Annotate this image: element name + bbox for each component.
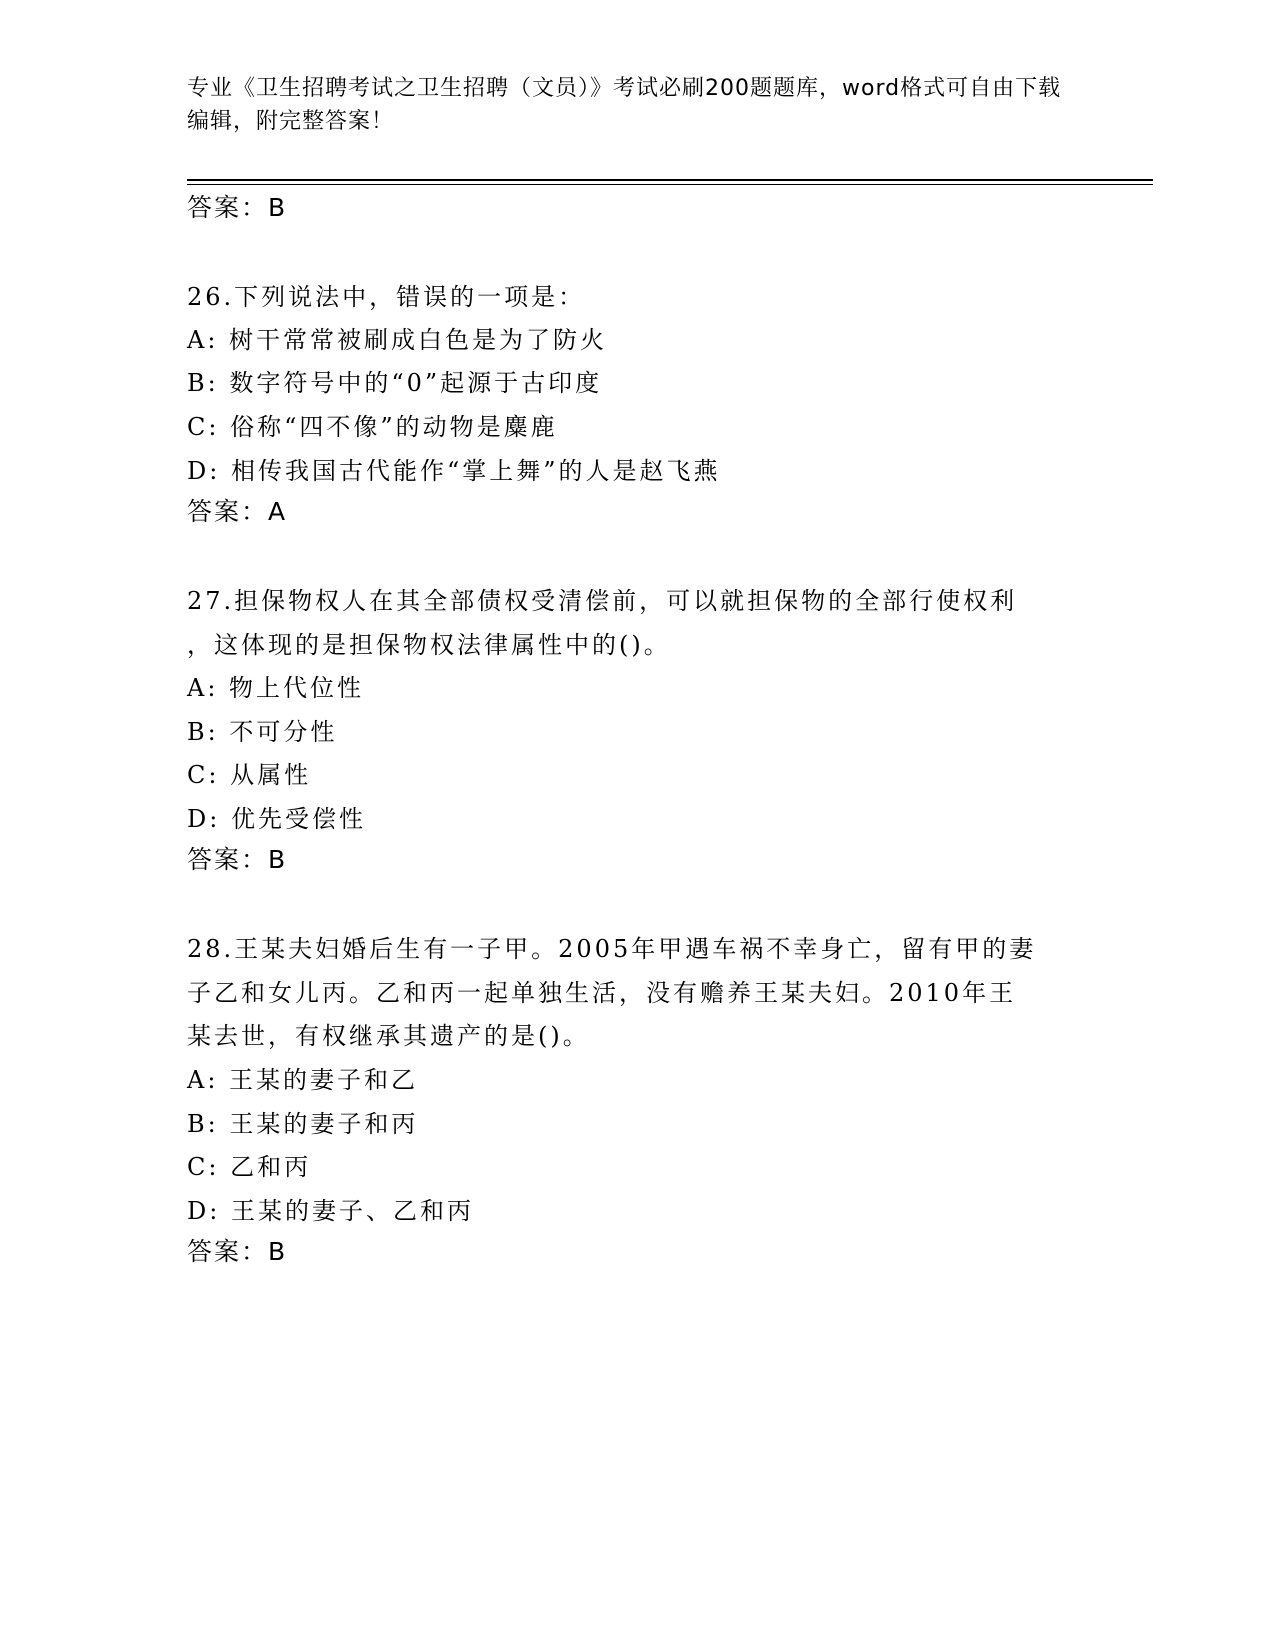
question-28-option-a: A: 王某的妻子和乙 — [187, 1066, 419, 1094]
question-27-stem-line-2: ，这体现的是担保物权法律属性中的()。 — [187, 631, 671, 659]
question-28-stem-line-3: 某去世，有权继承其遗产的是()。 — [187, 1022, 590, 1050]
header-divider-thick — [187, 179, 1153, 181]
question-26-option-c: C: 俗称“四不像”的动物是麋鹿 — [187, 413, 558, 441]
previous-question-answer: 答案：B — [187, 193, 288, 222]
question-26-option-b: B: 数字符号中的“0”起源于古印度 — [187, 369, 603, 397]
question-28-stem-line-1: 28.王某夫妇婚后生有一子甲。2005年甲遇车祸不幸身亡，留有甲的妻 — [187, 935, 1037, 963]
question-27-option-d: D: 优先受偿性 — [187, 805, 366, 833]
question-28-option-b: B: 王某的妻子和丙 — [187, 1110, 419, 1138]
question-28-option-c: C: 乙和丙 — [187, 1153, 312, 1181]
document-header: 专业《卫生招聘考试之卫生招聘（文员）》考试必刷200题题库，word格式可自由下载编辑，附完整答案！ — [187, 76, 1062, 134]
question-26-option-a: A: 树干常常被刷成白色是为了防火 — [187, 326, 608, 354]
question-27-answer: 答案：B — [187, 845, 288, 874]
question-28-answer: 答案：B — [187, 1237, 288, 1266]
question-27-stem-line-1: 27.担保物权人在其全部债权受清偿前，可以就担保物的全部行使权利 — [187, 587, 1018, 615]
question-26-stem: 26.下列说法中，错误的一项是： — [187, 283, 586, 311]
question-27-option-a: A: 物上代位性 — [187, 674, 365, 702]
header-divider-thin — [187, 184, 1153, 185]
question-26-answer: 答案：A — [187, 497, 288, 526]
question-27-option-b: B: 不可分性 — [187, 718, 338, 746]
question-27-option-c: C: 从属性 — [187, 761, 312, 789]
question-28-stem-line-2: 子乙和女儿丙。乙和丙一起单独生活，没有赡养王某夫妇。2010年王 — [187, 979, 1017, 1007]
question-28-option-d: D: 王某的妻子、乙和丙 — [187, 1197, 474, 1225]
question-26-option-d: D: 相传我国古代能作“掌上舞”的人是赵飞燕 — [187, 457, 721, 485]
